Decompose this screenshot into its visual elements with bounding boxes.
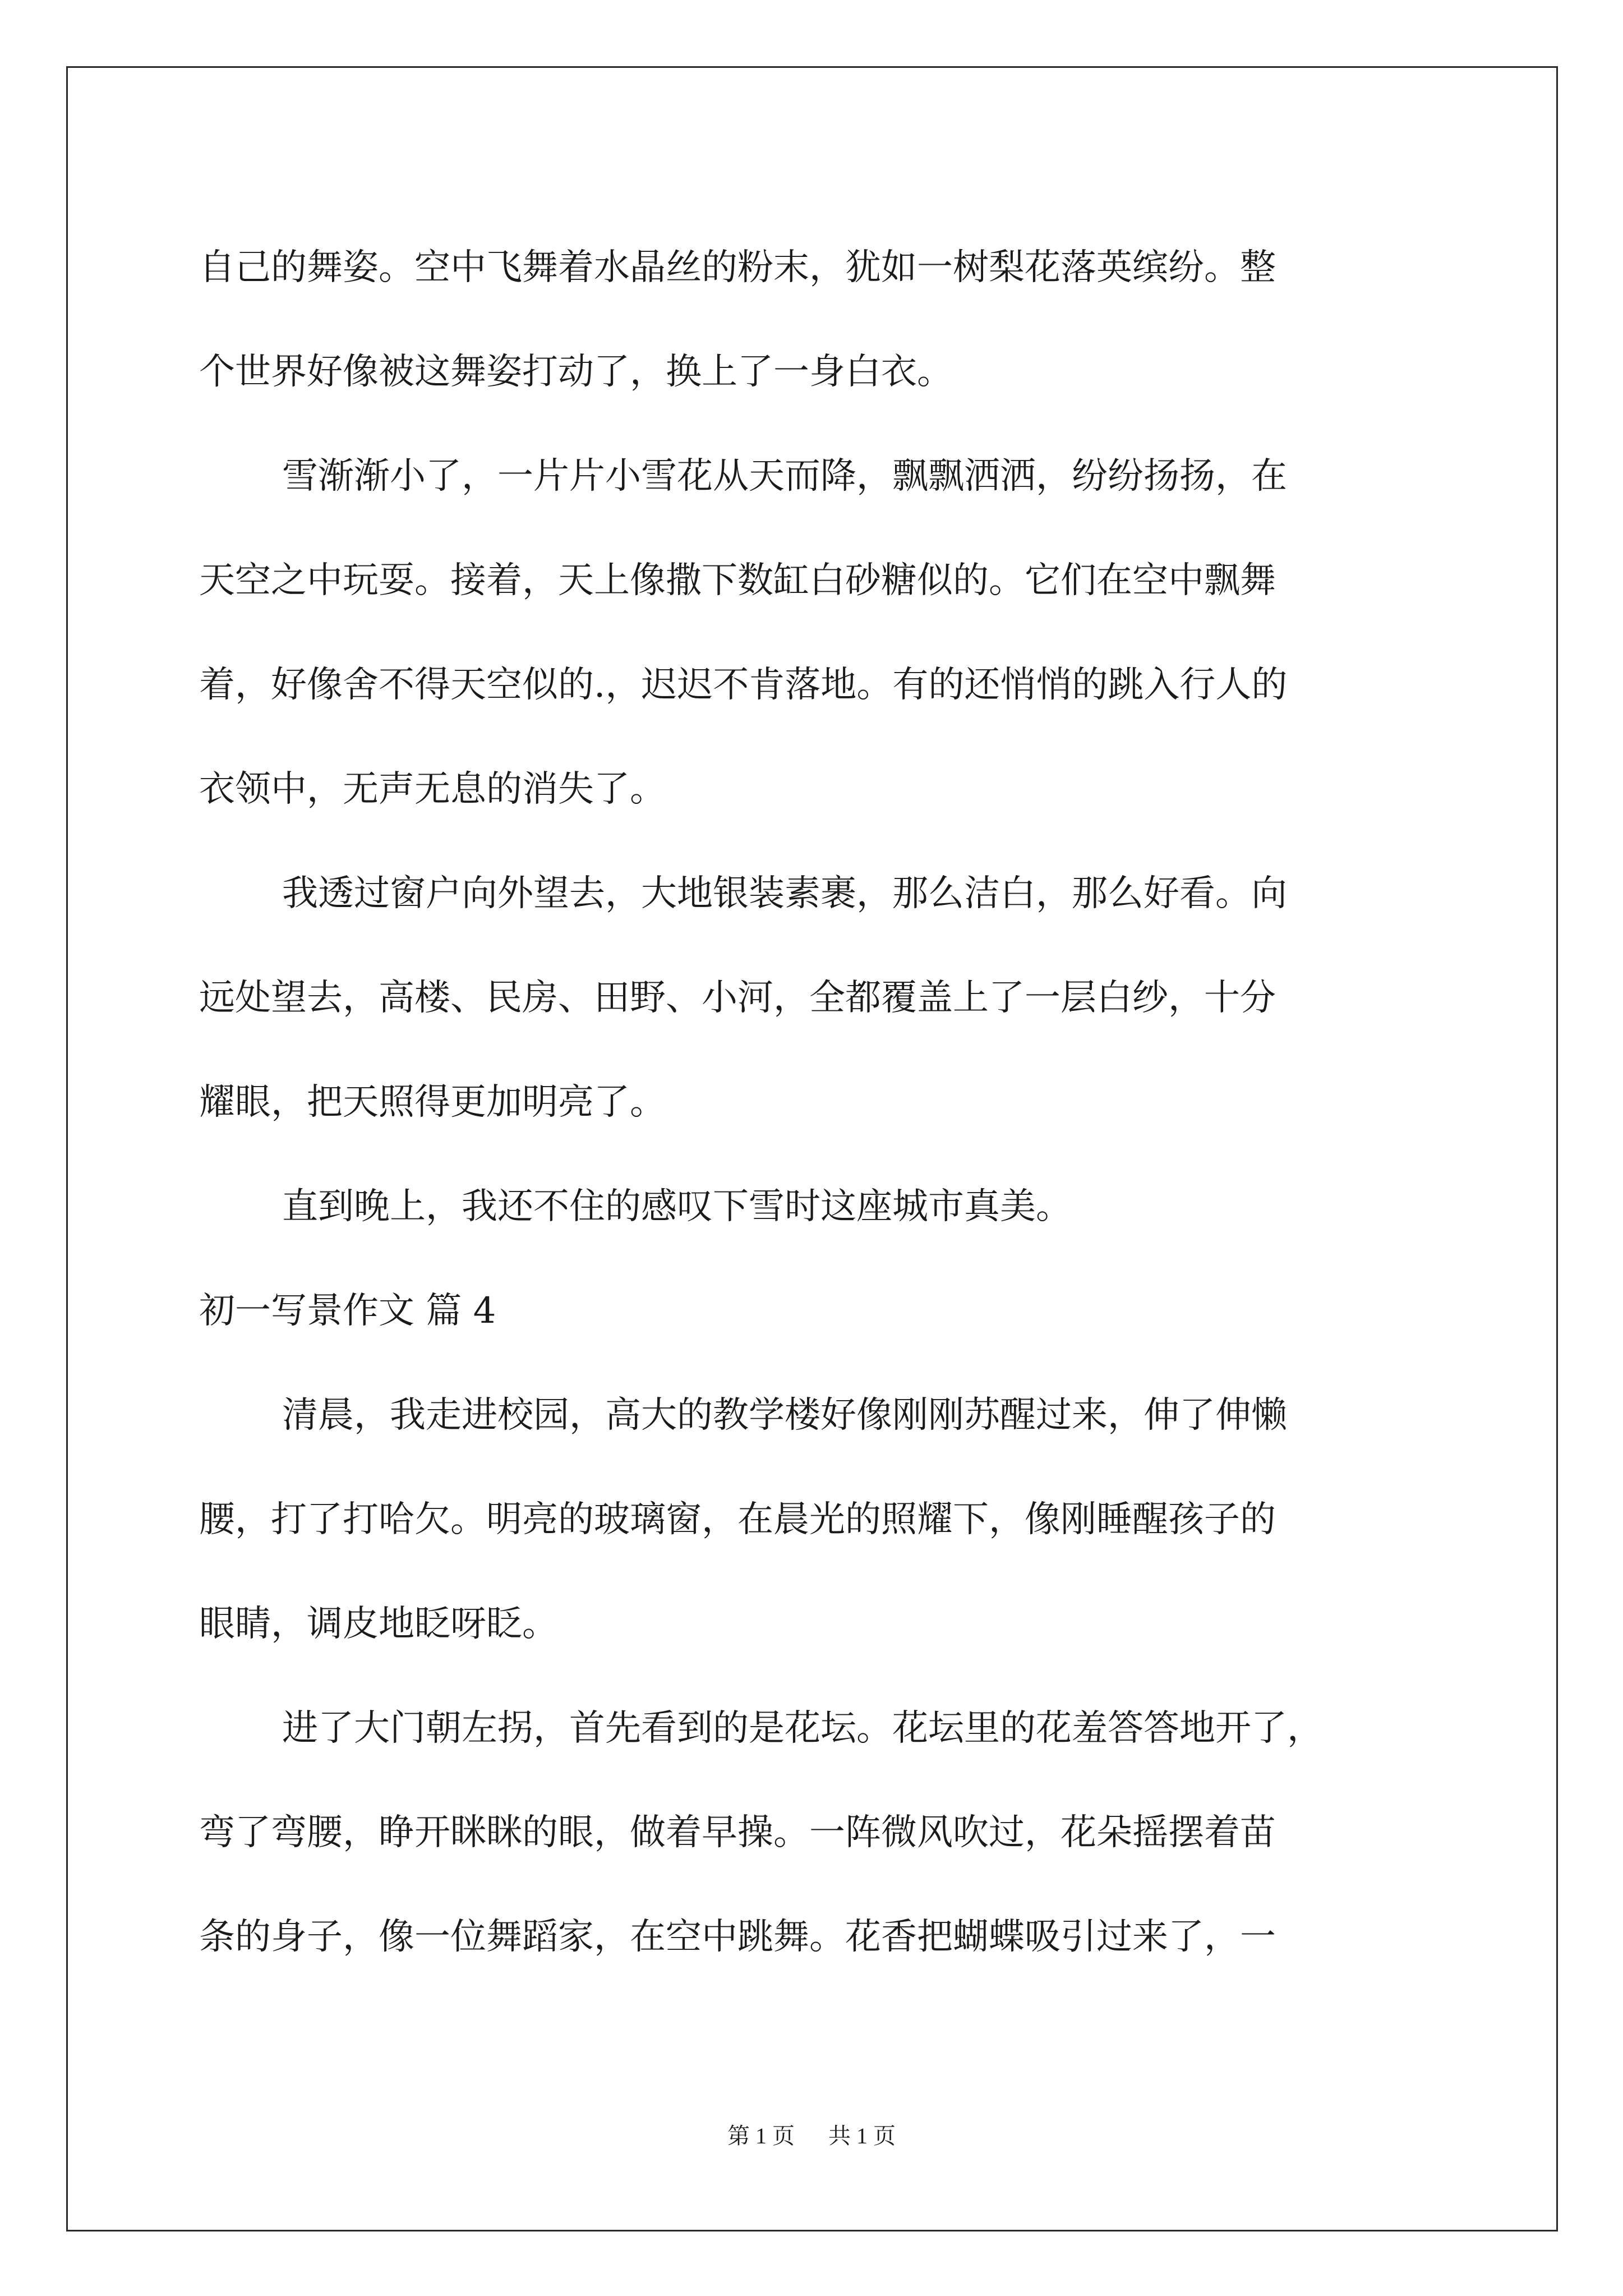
text-line: 个世界好像被这舞姿打动了，换上了一身白衣。: [199, 351, 953, 393]
page-total: 共 1 页: [828, 2123, 896, 2148]
paragraph-start-line: 直到晚上，我还不住的感叹下雪时这座城市真美。: [282, 1186, 1072, 1227]
paragraph-start-line: 雪渐渐小了，一片片小雪花从天而降，飘飘洒洒，纷纷扬扬，在: [282, 455, 1287, 497]
text-line: 弯了弯腰，睁开眯眯的眼，做着早操。一阵微风吹过，花朵摇摆着苗: [199, 1812, 1276, 1853]
text-line: 衣领中，无声无息的消失了。: [199, 769, 666, 810]
text-line: 眼睛，调皮地眨呀眨。: [199, 1603, 558, 1645]
text-line: 自己的舞姿。空中飞舞着水晶丝的粉末，犹如一树梨花落英缤纷。整: [199, 247, 1276, 288]
text-line: 远处望去，高楼、民房、田野、小河，全都覆盖上了一层白纱，十分: [199, 977, 1276, 1019]
document-body: [199, 215, 1433, 1989]
text-line: 条的身子，像一位舞蹈家，在空中跳舞。花香把蝴蝶吸引过来了，一: [199, 1916, 1276, 1958]
paragraph-start-line: 我透过窗户向外望去，大地银装素裹，那么洁白，那么好看。向: [282, 873, 1287, 914]
text-line: 耀眼，把天照得更加明亮了。: [199, 1082, 666, 1123]
text-line: 腰，打了打哈欠。明亮的玻璃窗，在晨光的照耀下，像刚睡醒孩子的: [199, 1499, 1276, 1540]
text-line: 着，好像舍不得天空似的.，迟迟不肯落地。有的还悄悄的跳入行人的: [199, 664, 1288, 706]
page-number: 第 1 页: [727, 2123, 795, 2148]
paragraph-start-line: 进了大门朝左拐，首先看到的是花坛。花坛里的花羞答答地开了，: [282, 1708, 1323, 1749]
section-heading: 初一写景作文 篇 4: [199, 1290, 496, 1332]
paragraph-start-line: 清晨，我走进校园，高大的教学楼好像刚刚苏醒过来，伸了伸懒: [282, 1395, 1287, 1436]
text-line: 天空之中玩耍。接着，天上像撒下数缸白砂糖似的。它们在空中飘舞: [199, 560, 1276, 601]
page-footer: [0, 2120, 1623, 2152]
